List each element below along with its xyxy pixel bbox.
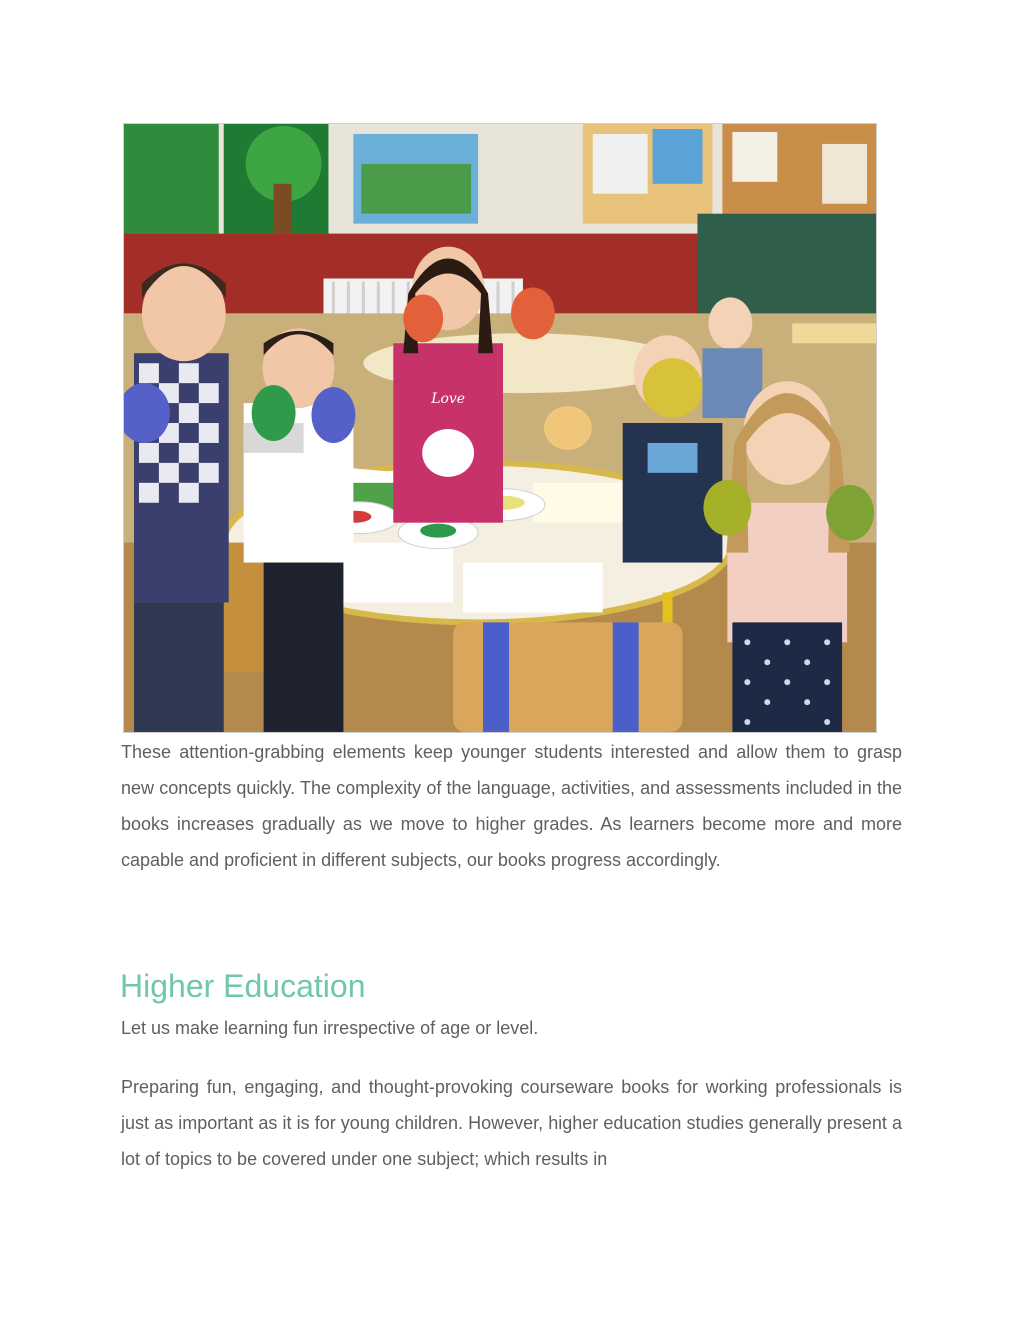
classroom-photo	[123, 123, 877, 733]
section-subtitle: Let us make learning fun irrespective of age or level.	[121, 1018, 539, 1038]
section-heading: Higher Education	[120, 968, 366, 1004]
section-paragraph: Preparing fun, engaging, and thought-provoking courseware books for working professionals is just as important as it is for young children. However, higher education studies generally present a lot of topics to be covered under one subject; which results in	[121, 1077, 902, 1169]
shirt-text: Love	[431, 391, 466, 408]
children-painting-illustration	[124, 124, 876, 732]
intro-paragraph: These attention-grabbing elements keep younger students interested and allow them to grasp new concepts quickly. The complexity of the language, activities, and assessments included in the books increases gradually as we move to higher grades. As learners become more and more capable and proficient in different subjects, our books progress accordingly.	[121, 742, 902, 870]
